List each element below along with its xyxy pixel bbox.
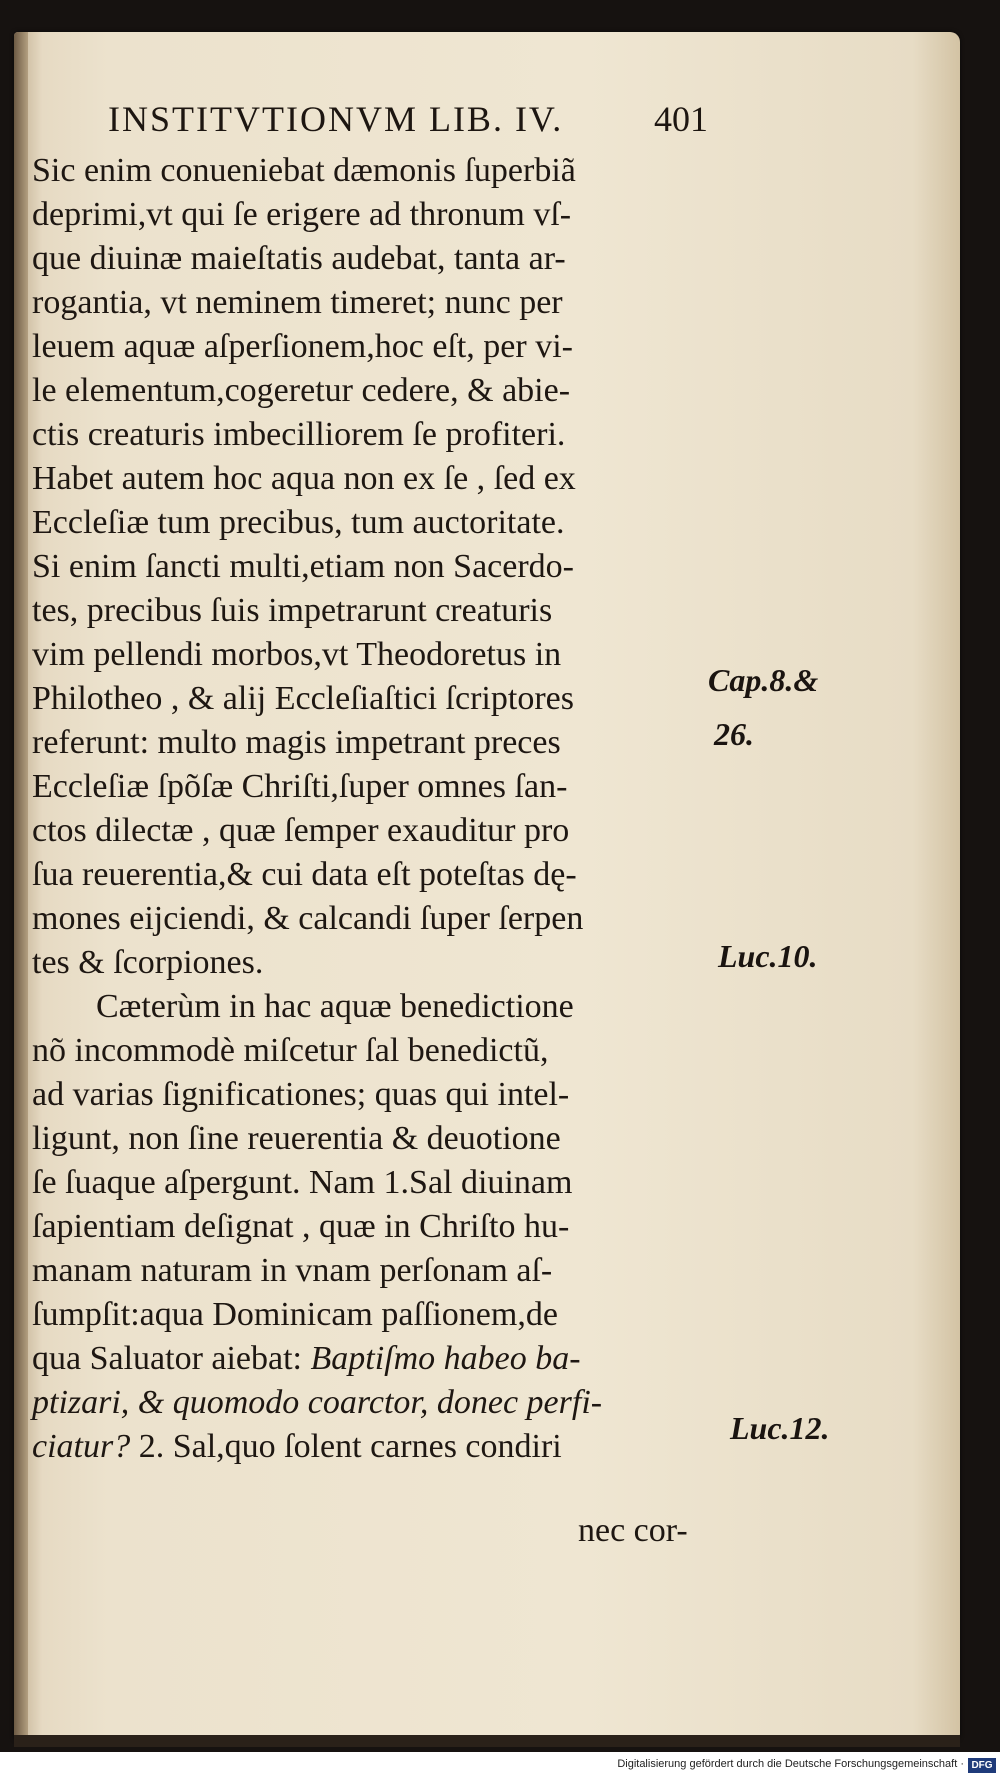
text-line: ctis creaturis imbecilliorem ſe profiteri. <box>32 416 566 453</box>
margin-note: 26. <box>714 716 754 752</box>
text-line: ſe ſuaque aſpergunt. Nam 1.Sal diuinam <box>32 1164 573 1201</box>
text-line: tes, precibus ſuis impetrarunt creaturis <box>32 592 553 629</box>
dfg-logo: DFG <box>968 1758 996 1773</box>
text-line: nõ incommodè miſcetur ſal benedictũ, <box>32 1032 549 1069</box>
text-line: ad varias ſignificationes; quas qui intel- <box>32 1076 570 1113</box>
text-line: Eccleſiæ tum precibus, tum auctoritate. <box>32 504 565 541</box>
italic-quote: ptizari, & quomodo coarctor, donec perfi- <box>32 1384 603 1421</box>
page-bottom-shadow <box>14 1735 960 1747</box>
running-title: INSTITVTIONVM LIB. IV. <box>108 99 564 139</box>
catchword: nec cor- <box>578 1512 688 1549</box>
text-line: mones eijciendi, & calcandi ſuper ſerpen <box>32 900 584 937</box>
text-line: manam naturam in vnam perſonam aſ- <box>32 1252 553 1289</box>
margin-note: Luc.12. <box>730 1410 830 1446</box>
text-line: ſumpſit:aqua Dominicam paſſionem,de <box>32 1296 558 1333</box>
text-line: leuem aquæ aſperſionem,hoc eſt, per vi- <box>32 328 573 365</box>
text-line: ſapientiam deſignat , quæ in Chriſto hu- <box>32 1208 570 1245</box>
text-line: Cæterùm in hac aquæ benedictione <box>96 988 574 1025</box>
text-line: ciatur? 2. Sal,quo ſolent carnes condiri <box>32 1428 562 1465</box>
margin-note: Cap.8.& <box>708 662 819 698</box>
italic-quote: Baptiſmo habeo ba- <box>310 1340 581 1377</box>
text-line: ligunt, non ſine reuerentia & deuotione <box>32 1120 561 1157</box>
text-line: deprimi,vt qui ſe erigere ad thronum vſ- <box>32 196 572 233</box>
text-line: le elementum,cogeretur cedere, & abie- <box>32 372 571 409</box>
margin-note: Luc.10. <box>718 938 818 974</box>
text-line: tes & ſcorpiones. <box>32 944 264 981</box>
text-line: ctos dilectæ , quæ ſemper exauditur pro <box>32 812 570 849</box>
page-gutter <box>14 32 28 1740</box>
footer-bar <box>0 1752 1000 1780</box>
text-line: Si enim ſancti multi,etiam non Sacerdo- <box>32 548 574 585</box>
text-line: Eccleſiæ ſpõſæ Chriſti,ſuper omnes ſan- <box>32 768 568 805</box>
text-line: Habet autem hoc aqua non ex ſe , ſed ex <box>32 460 576 497</box>
text-line: Sic enim conueniebat dæmonis ſuperbiã <box>32 152 576 189</box>
italic-quote: ciatur? <box>32 1428 131 1465</box>
text-line: vim pellendi morbos,vt Theodoretus in <box>32 636 562 673</box>
text-line <box>32 1380 602 1426</box>
running-head <box>108 88 708 148</box>
page-number: 401 <box>654 99 708 139</box>
text-line: referunt: multo magis impetrant preces <box>32 724 561 761</box>
text-line: ſua reuerentia,& cui data eſt poteſtas dę- <box>32 856 577 893</box>
text-line: Philotheo , & alij Eccleſiaſtici ſcriptores <box>32 680 574 717</box>
text-line: que diuinæ maieſtatis audebat, tanta ar- <box>32 240 566 277</box>
text-line: rogantia, vt neminem timeret; nunc per <box>32 284 563 321</box>
footer-credit: Digitalisierung gefördert durch die Deutsche Forschungsgemeinschaft · <box>617 1758 964 1770</box>
text-line: qua Saluator aiebat: Baptiſmo habeo ba- <box>32 1340 581 1377</box>
